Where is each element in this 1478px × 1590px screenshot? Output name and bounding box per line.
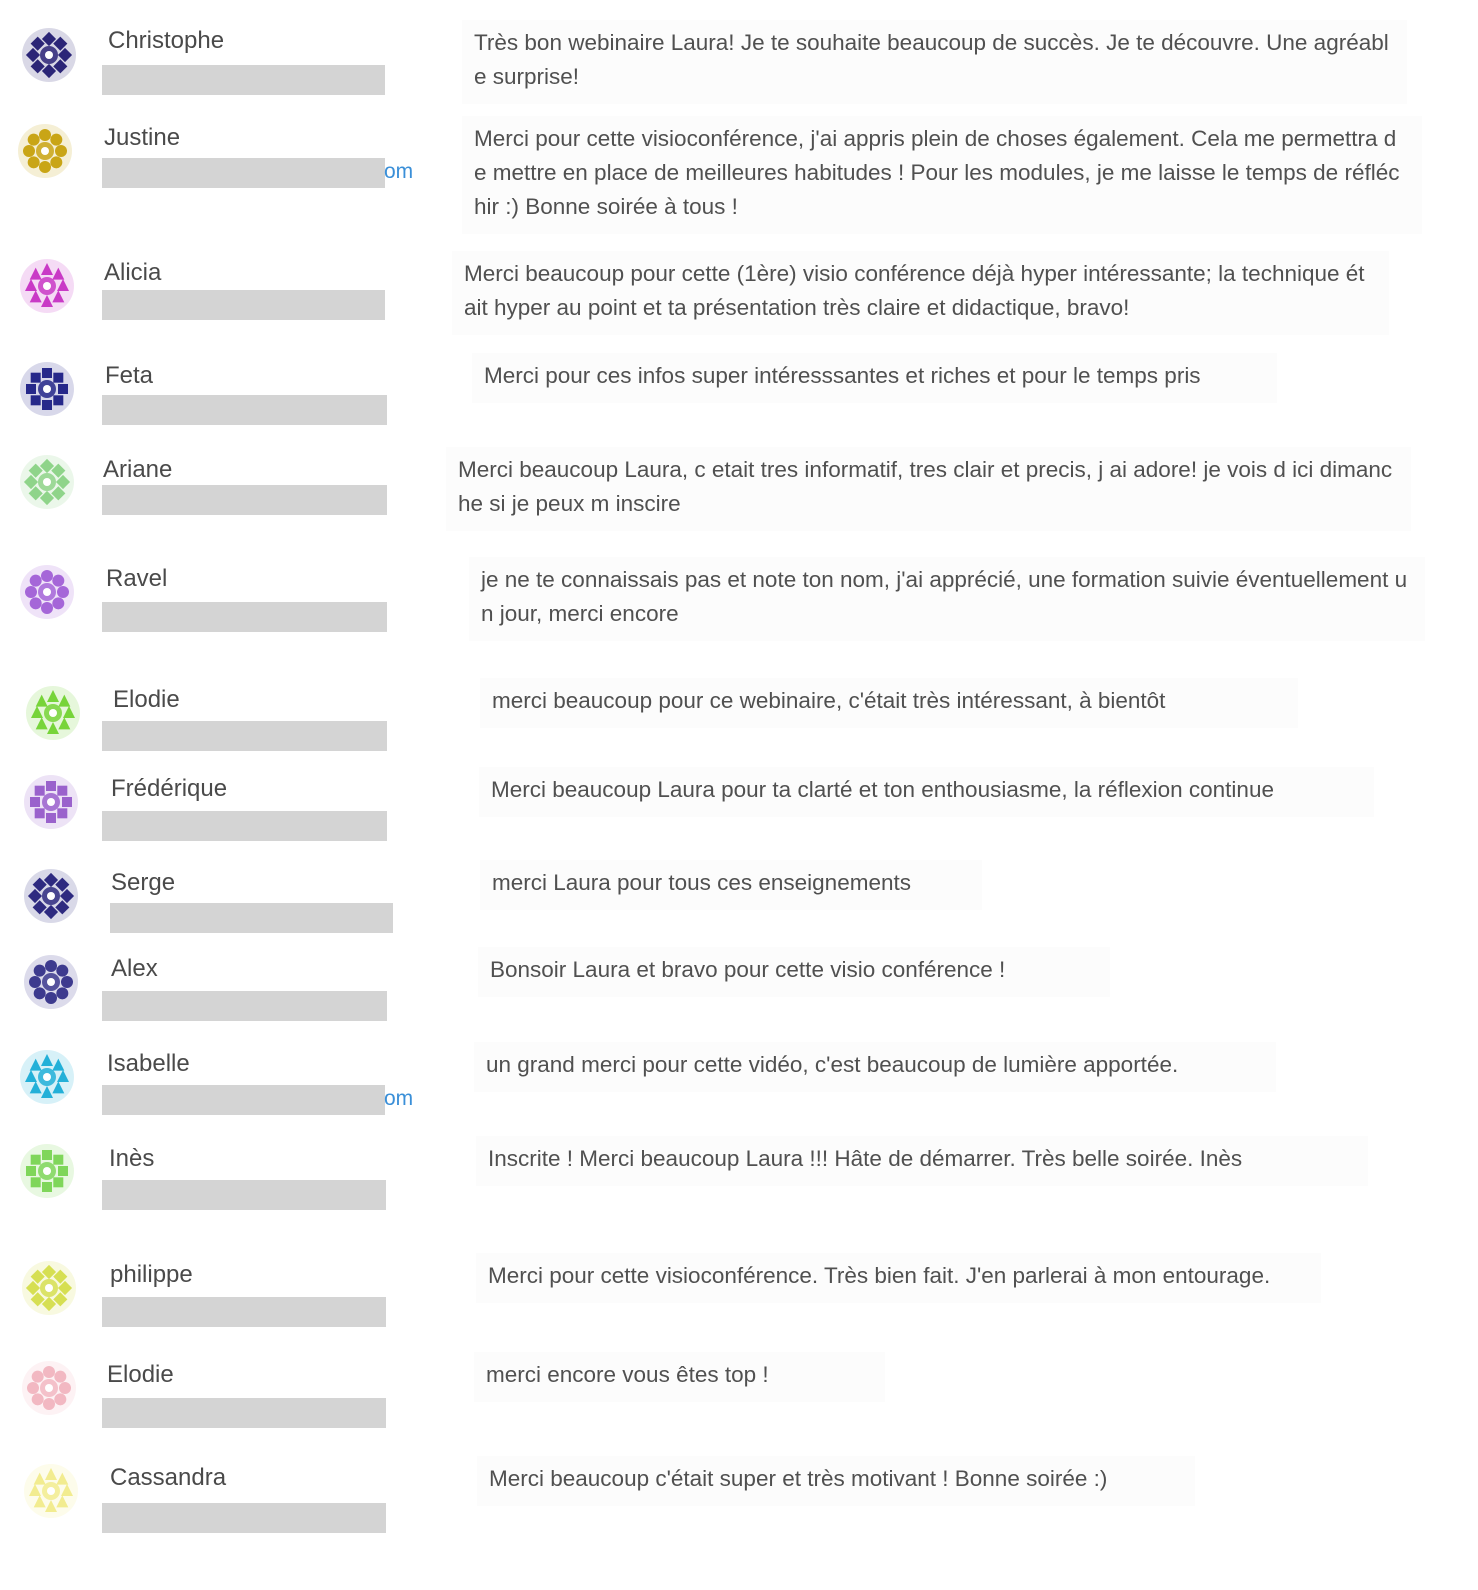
commenter-name: Christophe <box>108 27 225 54</box>
commenter-name: Justine <box>104 124 181 151</box>
redacted-email-bar <box>102 1297 386 1327</box>
comment-message: Merci beaucoup Laura pour ta clarté et ton enthousiasme, la réflexion continue <box>479 767 1374 817</box>
comment-message: Inscrite ! Merci beaucoup Laura !!! Hâte de démarrer. Très belle soirée. Inès <box>476 1136 1368 1186</box>
comment-message: Bonsoir Laura et bravo pour cette visio conférence ! <box>478 947 1110 997</box>
commenter-name: Elodie <box>107 1361 174 1388</box>
avatar-pattern-icon <box>20 1359 78 1417</box>
commenter-name: Elodie <box>113 686 180 713</box>
avatar-pattern-icon <box>20 26 78 84</box>
comment-message: Merci beaucoup pour cette (1ère) visio conférence déjà hyper intéressante; la technique était hyper au point et ta présentation très claire et didactique, bravo! <box>452 251 1389 335</box>
redacted-email-bar <box>102 811 387 841</box>
comment-message: Merci beaucoup Laura, c etait tres informatif, tres clair et precis, j ai adore! je vois d ici dimanche si je peux m inscire <box>446 447 1411 531</box>
comment-message: merci beaucoup pour ce webinaire, c'était très intéressant, à bientôt <box>480 678 1298 728</box>
email-link-tail[interactable]: om <box>384 160 414 183</box>
redacted-email-bar <box>102 290 385 320</box>
commenter-name: Frédérique <box>111 775 228 802</box>
avatar-pattern-icon <box>22 773 80 831</box>
avatar-pattern-icon <box>18 563 76 621</box>
comment-message: Merci pour cette visioconférence. Très bien fait. J'en parlerai à mon entourage. <box>476 1253 1321 1303</box>
avatar-pattern-icon <box>16 122 74 180</box>
avatar-pattern-icon <box>18 360 76 418</box>
avatar-pattern-icon <box>18 1048 76 1106</box>
commenter-name: Ariane <box>103 456 173 483</box>
redacted-email-bar <box>102 1503 386 1533</box>
redacted-email-bar <box>102 602 387 632</box>
comment-message: je ne te connaissais pas et note ton nom, j'ai apprécié, une formation suivie éventuellement un jour, merci encore <box>469 557 1425 641</box>
commenter-name: philippe <box>110 1261 193 1288</box>
commenter-name: Serge <box>111 869 176 896</box>
redacted-email-bar <box>102 1085 385 1115</box>
avatar-pattern-icon <box>20 1259 78 1317</box>
commenter-name: Cassandra <box>110 1464 227 1491</box>
comment-message: Merci pour ces infos super intéresssantes et riches et pour le temps pris <box>472 353 1277 403</box>
avatar-pattern-icon <box>18 1142 76 1200</box>
avatar-pattern-icon <box>24 684 82 742</box>
commenter-name: Alex <box>111 955 158 982</box>
commenter-name: Isabelle <box>107 1050 190 1077</box>
avatar-pattern-icon <box>18 453 76 511</box>
redacted-email-bar <box>102 395 387 425</box>
email-link-tail[interactable]: om <box>384 1087 414 1110</box>
comment-message: Très bon webinaire Laura! Je te souhaite beaucoup de succès. Je te découvre. Une agréable surprise! <box>462 20 1407 104</box>
comment-message: merci Laura pour tous ces enseignements <box>480 860 982 910</box>
avatar-pattern-icon <box>18 257 76 315</box>
commenter-name: Alicia <box>104 259 162 286</box>
redacted-email-bar <box>102 65 385 95</box>
comment-message: Merci beaucoup c'était super et très motivant ! Bonne soirée :) <box>477 1456 1195 1506</box>
redacted-email-bar <box>110 903 393 933</box>
redacted-email-bar <box>102 1180 386 1210</box>
redacted-email-bar <box>102 158 385 188</box>
redacted-email-bar <box>102 1398 386 1428</box>
avatar-pattern-icon <box>22 1462 80 1520</box>
avatar-pattern-icon <box>22 867 80 925</box>
comment-message: Merci pour cette visioconférence, j'ai appris plein de choses également. Cela me permettra de mettre en place de meilleures habitudes ! Pour les modules, je me laisse le temps de réfléchir :) Bonne soirée à tous ! <box>462 116 1422 234</box>
redacted-email-bar <box>102 991 387 1021</box>
commenter-name: Feta <box>105 362 154 389</box>
comment-message: un grand merci pour cette vidéo, c'est beaucoup de lumière apportée. <box>474 1042 1276 1092</box>
comment-message: merci encore vous êtes top ! <box>474 1352 885 1402</box>
avatar-pattern-icon <box>22 953 80 1011</box>
commenter-name: Ravel <box>106 565 168 592</box>
redacted-email-bar <box>102 485 387 515</box>
commenter-name: Inès <box>109 1145 155 1172</box>
redacted-email-bar <box>102 721 387 751</box>
